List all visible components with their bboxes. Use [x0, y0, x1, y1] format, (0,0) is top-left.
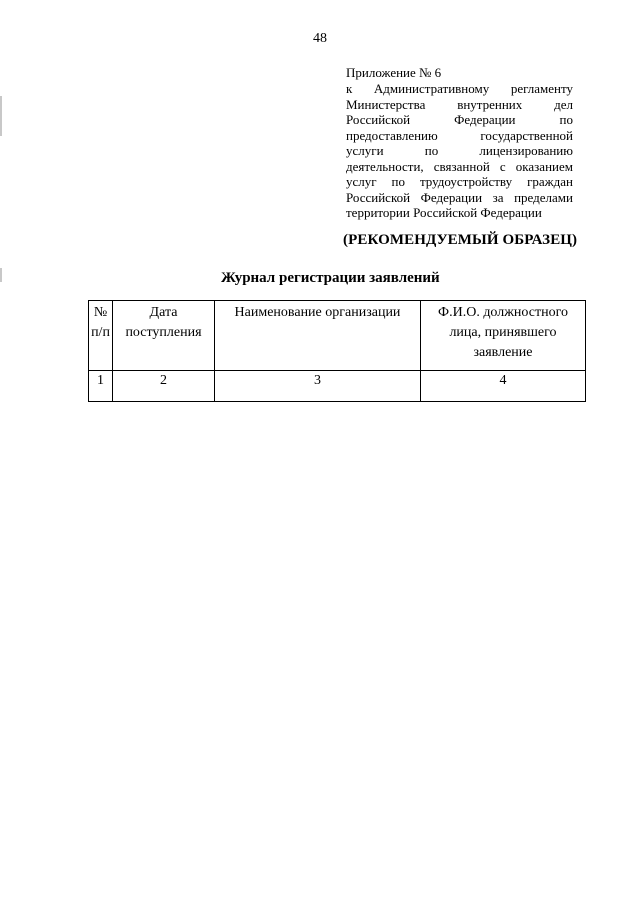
scan-edge-mark: [0, 96, 2, 136]
appendix-reference: [346, 81, 573, 221]
appendix-line: услуг по трудоустройству граждан: [346, 174, 573, 189]
header-official-name: Ф.И.О. должностного лица, принявшего заявление: [421, 301, 586, 371]
table-cell: 1: [89, 371, 113, 402]
scan-edge-mark: [0, 268, 2, 282]
page-number: 48: [313, 31, 327, 46]
header-date: Дата поступления: [113, 301, 215, 371]
appendix-line: территории Российской Федерации: [346, 205, 542, 220]
table-cell: 2: [113, 371, 215, 402]
appendix-line: Министерства внутренних дел: [346, 96, 573, 112]
appendix-line: к Административному регламенту: [346, 81, 573, 96]
table-row: [89, 371, 586, 402]
appendix-title: Приложение № 6: [346, 65, 442, 80]
appendix-line: услуги по лицензированию: [346, 143, 573, 158]
appendix-line: деятельности, связанной с оказанием: [346, 158, 573, 174]
appendix-line: Российской Федерации за пределами: [346, 189, 573, 205]
table-cell: 3: [215, 371, 421, 402]
table-cell: 4: [421, 371, 586, 402]
header-organization: Наименование организации: [215, 301, 421, 371]
header-number: № п/п: [89, 301, 113, 371]
sample-heading: (РЕКОМЕНДУЕМЫЙ ОБРАЗЕЦ): [343, 232, 578, 248]
appendix-line: Российской Федерации по: [346, 112, 573, 127]
journal-title: Журнал регистрации заявлений: [221, 270, 440, 286]
journal-table: [88, 300, 586, 402]
table-header-row: [89, 301, 586, 371]
appendix-line: предоставлению государственной: [346, 127, 573, 143]
